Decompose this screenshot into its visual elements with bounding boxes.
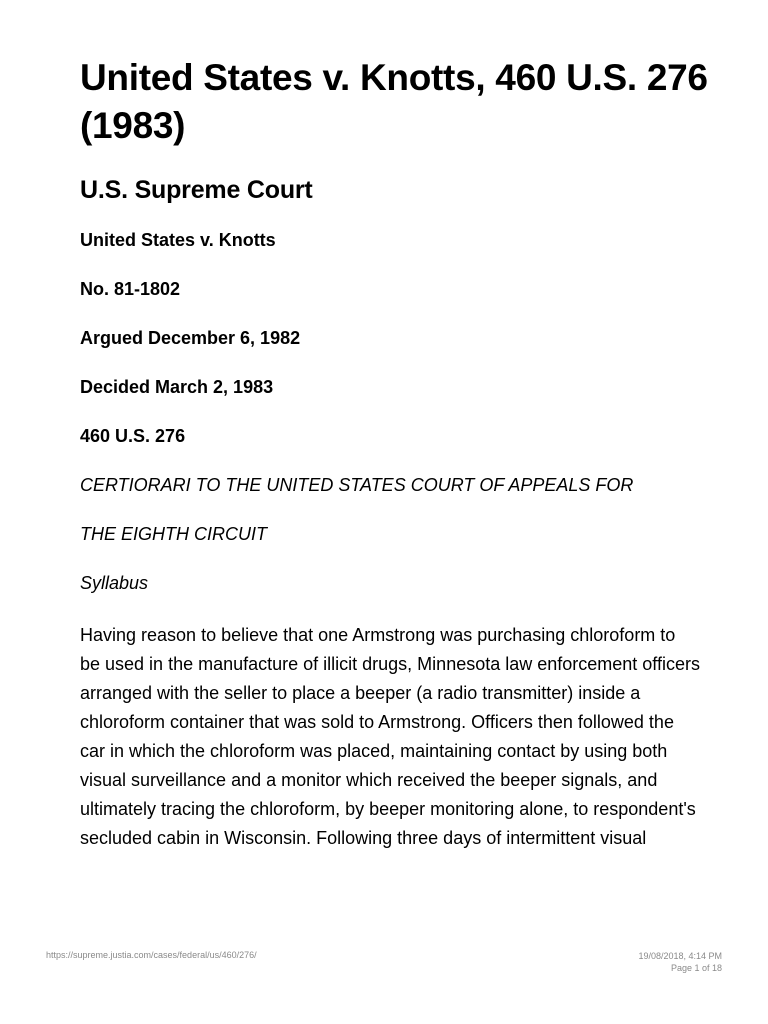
docket-number: No. 81-1802 (80, 279, 181, 299)
footer-timestamp: 19/08/2018, 4:14 PM (638, 951, 722, 961)
case-name: United States v. Knotts (80, 230, 276, 250)
syllabus-heading: Syllabus (80, 573, 149, 593)
argued-date: Argued December 6, 1982 (80, 328, 301, 348)
certiorari-line-2: THE EIGHTH CIRCUIT (80, 524, 267, 544)
document-page (80, 54, 720, 853)
syllabus-paragraph: Having reason to believe that one Armstrong was purchasing chloroform to be used in the manufacture of illicit drugs, Minnesota law enforcement officers arranged with the seller to place a beeper (a radio transmitter) inside a chloroform container that was sold to Armstrong. Officers then followed the car in which the chloroform was placed, maintaining contact by using both visual surveillance and a monitor which received the beeper signals, and ultimately tracing the chloroform, by beeper monitoring alone, to respondent's secluded cabin in Wisconsin. Following three days of intermittent visual (80, 625, 700, 848)
decided-date: Decided March 2, 1983 (80, 377, 274, 397)
footer-url: https://supreme.justia.com/cases/federal/us/460/276/ (46, 950, 257, 960)
case-title: United States v. Knotts, 460 U.S. 276 (1983) (80, 57, 708, 146)
footer-meta (638, 950, 722, 974)
citation: 460 U.S. 276 (80, 426, 186, 446)
court-heading: U.S. Supreme Court (80, 176, 313, 204)
certiorari-line-1: CERTIORARI TO THE UNITED STATES COURT OF APPEALS FOR (80, 475, 634, 495)
footer-page-number: Page 1 of 18 (670, 963, 722, 973)
